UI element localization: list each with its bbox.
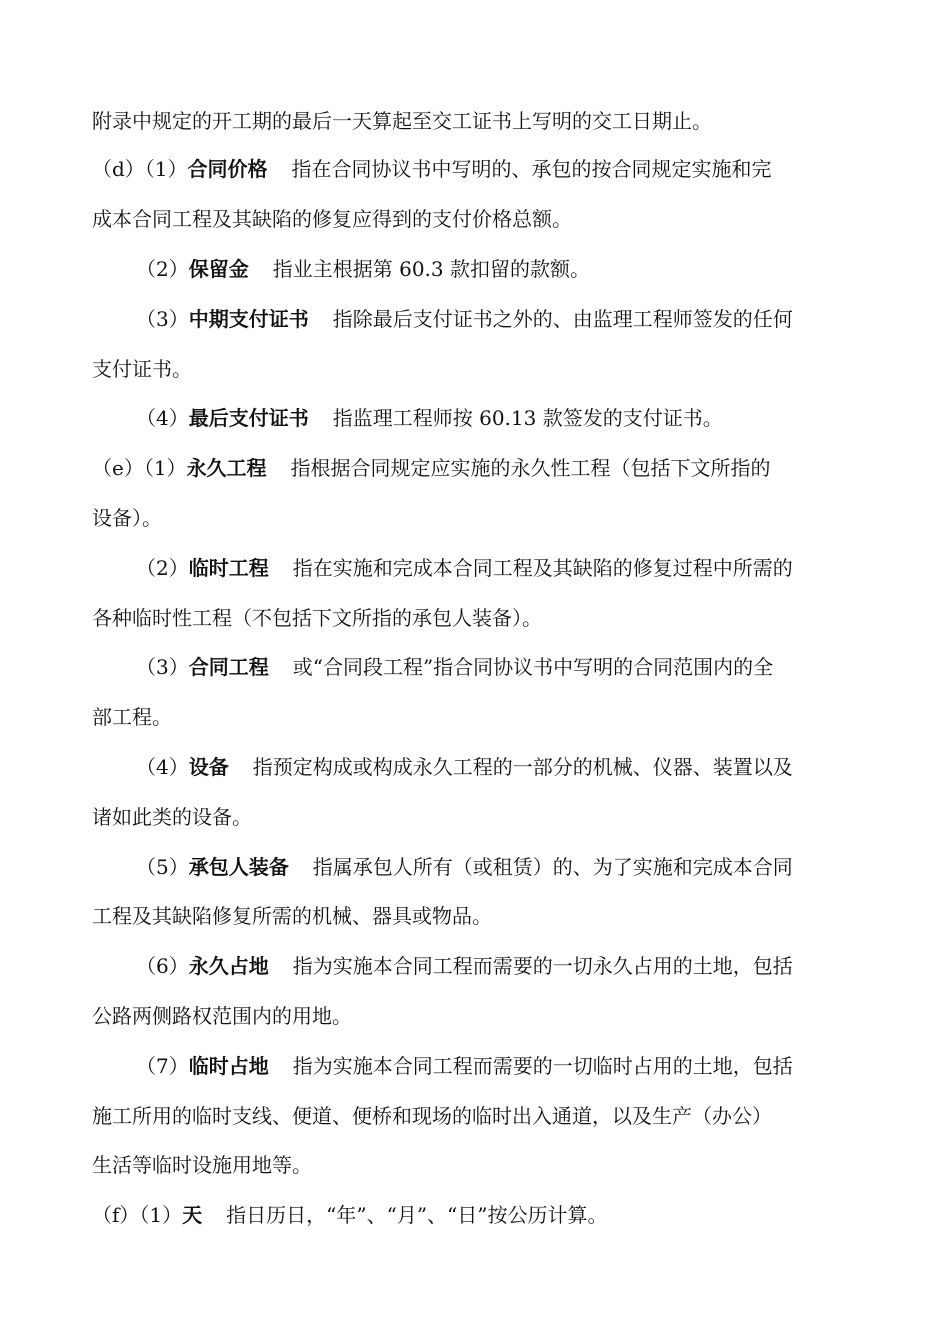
definition-text: 指为实施本合同工程而需要的一切临时占用的土地，包括 bbox=[292, 1054, 793, 1078]
defined-term: 合同价格 bbox=[187, 157, 268, 181]
text-line bbox=[92, 802, 252, 832]
definition-line bbox=[136, 254, 590, 284]
text-line bbox=[92, 106, 712, 136]
line-text: 部工程。 bbox=[92, 705, 172, 729]
clause-number: （6） bbox=[136, 954, 189, 978]
line-text: 生活等临时设施用地等。 bbox=[92, 1153, 312, 1177]
definition-text: 指业主根据第 60.3 款扣留的款额。 bbox=[272, 257, 590, 281]
defined-term: 中期支付证书 bbox=[188, 307, 309, 331]
line-text: 支付证书。 bbox=[92, 357, 192, 381]
definition-line bbox=[136, 951, 793, 981]
defined-term: 永久占地 bbox=[188, 954, 269, 978]
text-line bbox=[92, 1001, 352, 1031]
definition-text: 指日历日，“年”、“月”、“日”按公历计算。 bbox=[226, 1203, 608, 1227]
definition-text: 指属承包人所有（或租赁）的、为了实施和完成本合同 bbox=[312, 855, 793, 879]
clause-number: （4） bbox=[136, 755, 189, 779]
defined-term: 天 bbox=[182, 1203, 203, 1227]
defined-term: 承包人装备 bbox=[188, 855, 289, 879]
text-line bbox=[92, 603, 542, 633]
line-text: 公路两侧路权范围内的用地。 bbox=[92, 1004, 352, 1028]
defined-term: 设备 bbox=[188, 755, 229, 779]
definition-text: 指根据合同规定应实施的永久性工程（包括下文所指的 bbox=[290, 456, 771, 480]
definition-text: 指在合同协议书中写明的、承包的按合同规定实施和完 bbox=[291, 157, 772, 181]
line-text: 施工所用的临时支线、便道、便桥和现场的临时出入通道，以及生产（办公） bbox=[92, 1104, 772, 1128]
clause-number: （7） bbox=[136, 1054, 189, 1078]
definition-line bbox=[136, 652, 773, 682]
definition-line bbox=[136, 752, 793, 782]
defined-term: 合同工程 bbox=[188, 655, 269, 679]
clause-number: （2） bbox=[136, 257, 189, 281]
clause-number: （4） bbox=[136, 406, 189, 430]
clause-number: （e）（1） bbox=[92, 456, 187, 480]
definition-line bbox=[136, 304, 793, 334]
line-text: 成本合同工程及其缺陷的修复应得到的支付价格总额。 bbox=[92, 207, 572, 231]
text-line bbox=[92, 1150, 312, 1180]
line-text: 诸如此类的设备。 bbox=[92, 805, 252, 829]
clause-number: （d）（1） bbox=[92, 157, 188, 181]
definition-line bbox=[136, 852, 793, 882]
definition-text: 指预定构成或构成永久工程的一部分的机械、仪器、装置以及 bbox=[252, 755, 793, 779]
definition-line bbox=[92, 154, 772, 184]
definition-line bbox=[136, 403, 723, 433]
definition-line bbox=[136, 553, 793, 583]
definition-text: 或“合同段工程”指合同协议书中写明的合同范围内的全 bbox=[292, 655, 774, 679]
clause-number: （3） bbox=[136, 307, 189, 331]
definition-text: 指在实施和完成本合同工程及其缺陷的修复过程中所需的 bbox=[292, 556, 793, 580]
text-line bbox=[92, 503, 162, 533]
defined-term: 临时占地 bbox=[188, 1054, 269, 1078]
definition-text: 指除最后支付证书之外的、由监理工程师签发的任何 bbox=[332, 307, 793, 331]
definition-text: 指监理工程师按 60.13 款签发的支付证书。 bbox=[332, 406, 723, 430]
clause-number: （f）（1） bbox=[92, 1203, 183, 1227]
clause-number: （2） bbox=[136, 556, 189, 580]
definition-line bbox=[92, 453, 771, 483]
defined-term: 保留金 bbox=[188, 257, 249, 281]
line-text: 工程及其缺陷修复所需的机械、器具或物品。 bbox=[92, 904, 492, 928]
definition-line bbox=[92, 1200, 608, 1230]
text-line bbox=[92, 702, 172, 732]
defined-term: 最后支付证书 bbox=[188, 406, 309, 430]
text-line bbox=[92, 204, 572, 234]
definition-text: 指为实施本合同工程而需要的一切永久占用的土地，包括 bbox=[292, 954, 793, 978]
text-line bbox=[92, 1101, 772, 1131]
clause-number: （3） bbox=[136, 655, 189, 679]
defined-term: 临时工程 bbox=[188, 556, 269, 580]
line-text: 设备）。 bbox=[92, 506, 162, 530]
text-line bbox=[92, 354, 192, 384]
text-line bbox=[92, 901, 492, 931]
line-text: 附录中规定的开工期的最后一天算起至交工证书上写明的交工日期止。 bbox=[92, 109, 712, 133]
definition-line bbox=[136, 1051, 793, 1081]
defined-term: 永久工程 bbox=[186, 456, 267, 480]
line-text: 各种临时性工程（不包括下文所指的承包人装备）。 bbox=[92, 606, 542, 630]
clause-number: （5） bbox=[136, 855, 189, 879]
